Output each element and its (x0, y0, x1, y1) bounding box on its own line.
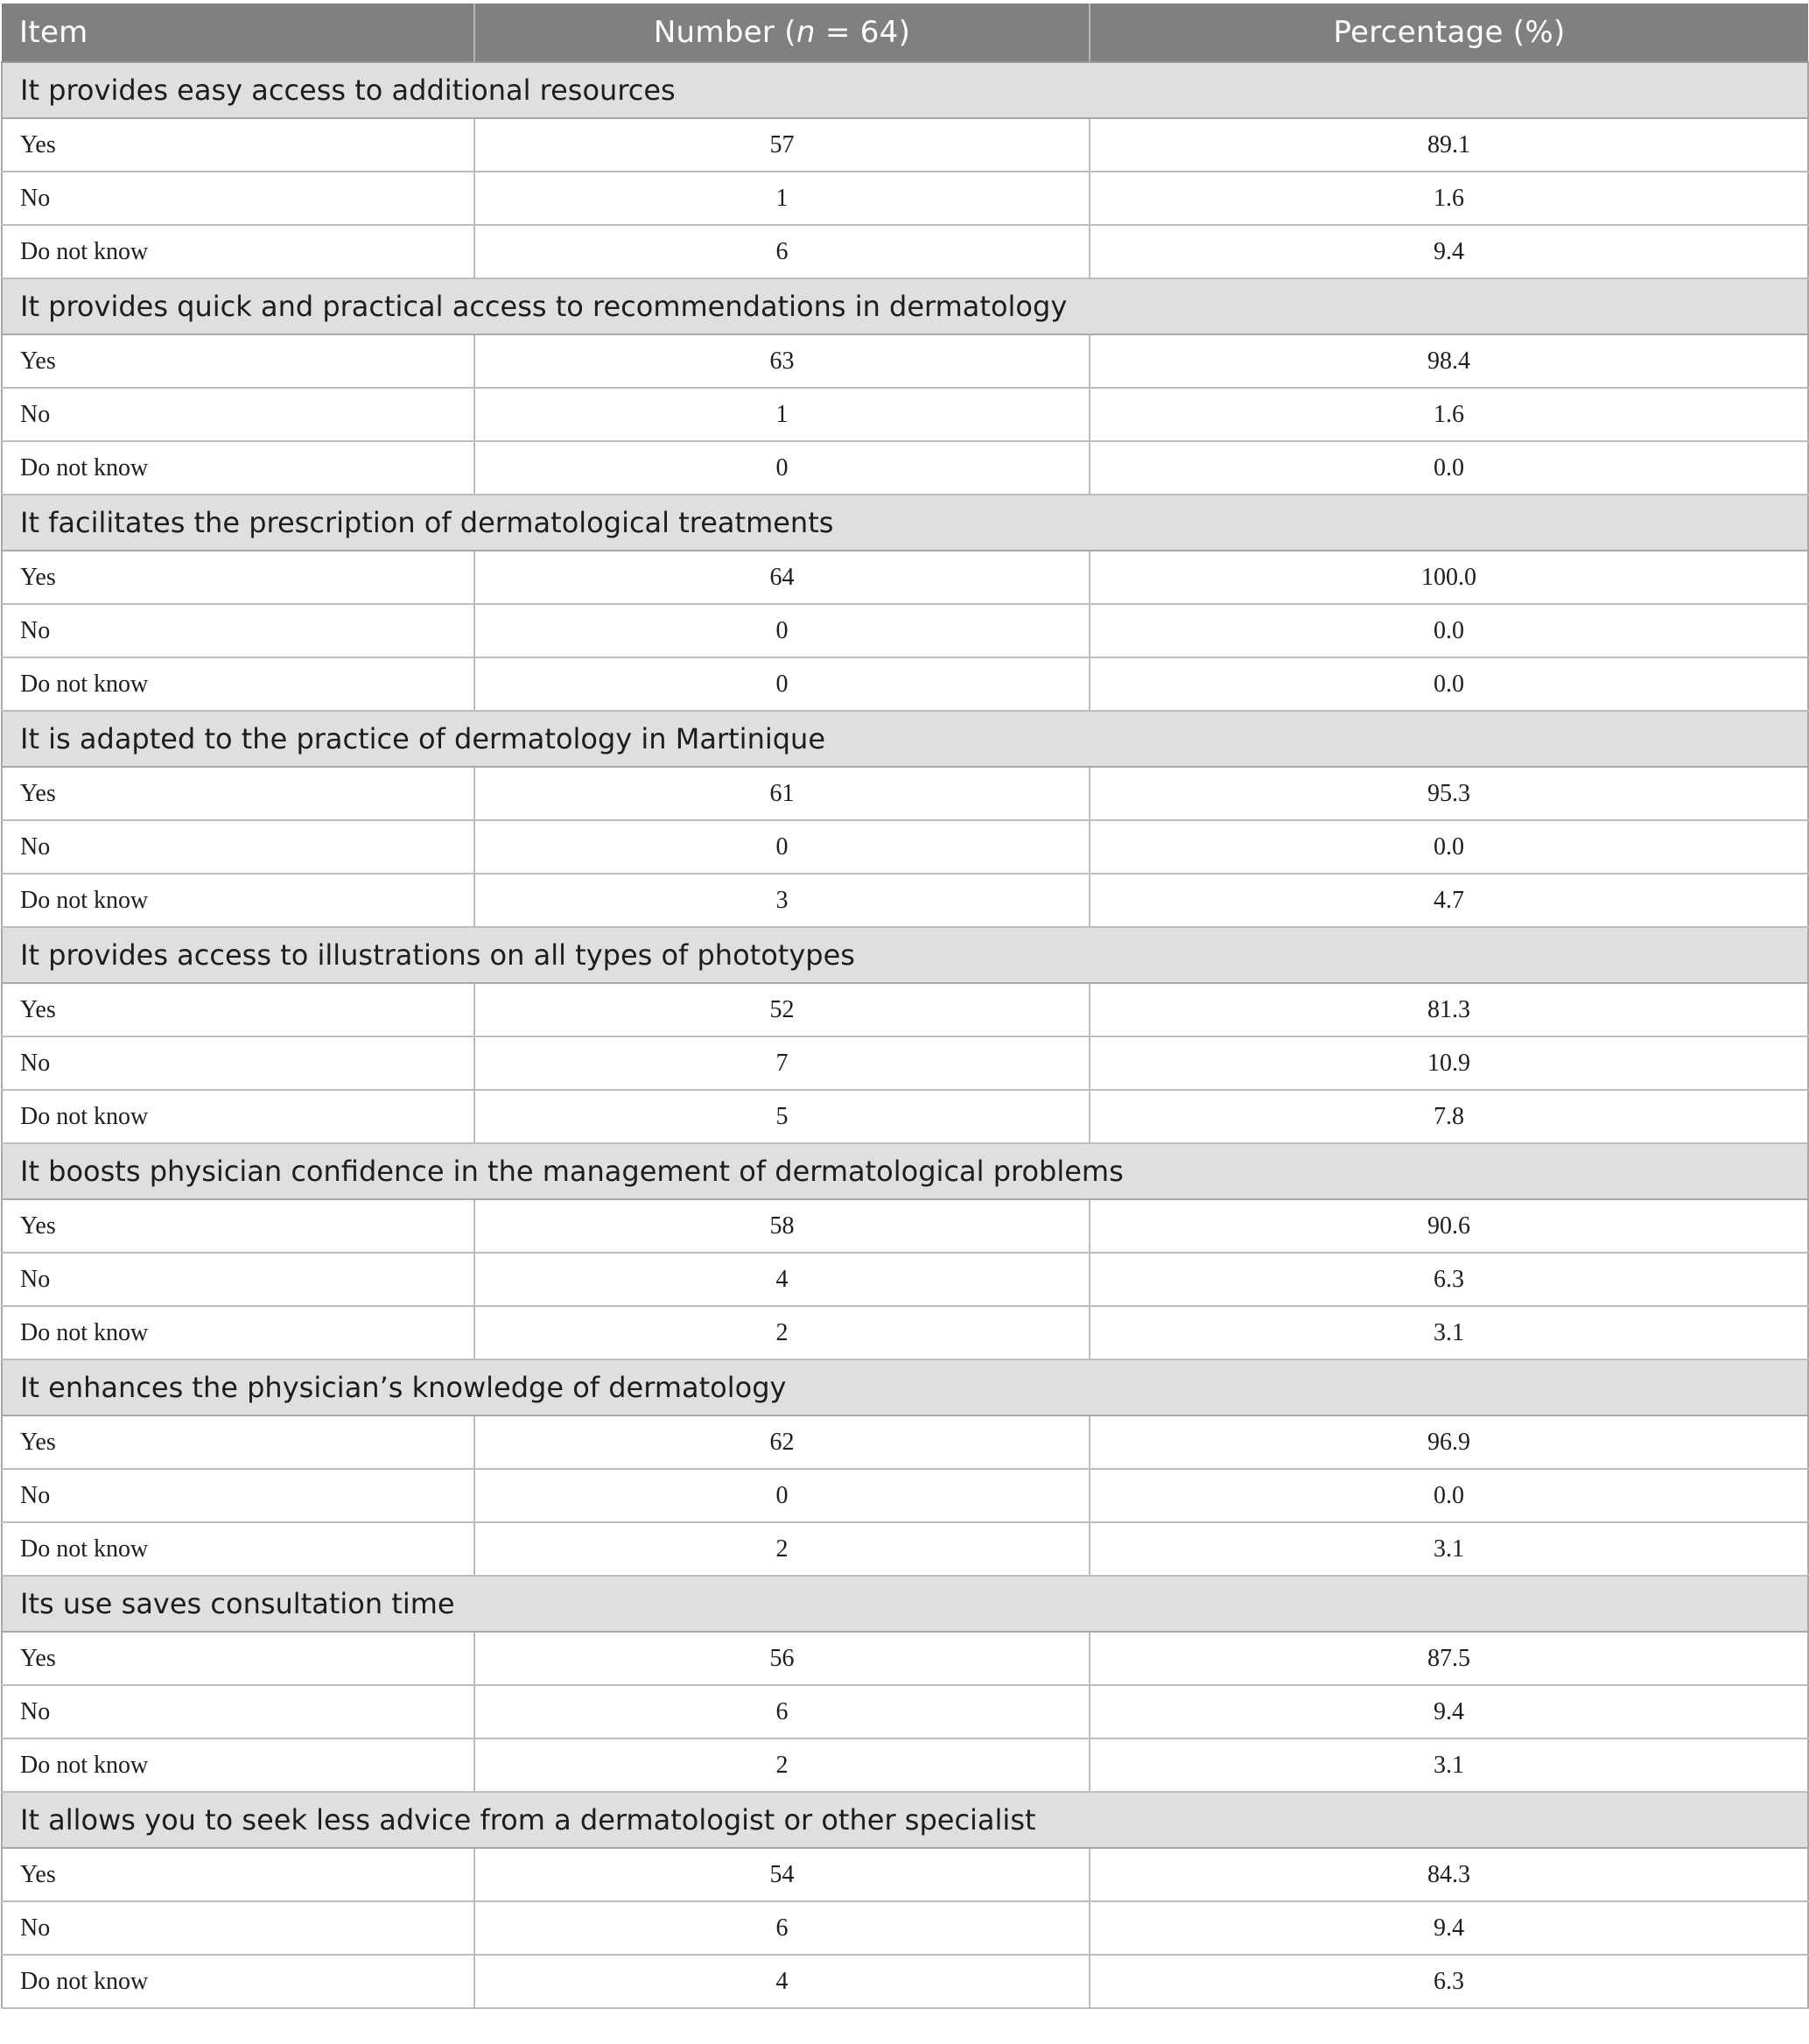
column-header-percentage: Percentage (%) (1090, 4, 1808, 62)
response-label-cell: Do not know (2, 1090, 474, 1143)
table-row (2, 225, 1808, 278)
number-cell: 52 (474, 983, 1090, 1036)
number-cell: 4 (474, 1253, 1090, 1306)
header-row (2, 4, 1808, 62)
percentage-cell: 9.4 (1090, 1685, 1808, 1738)
table-row (2, 1253, 1808, 1306)
number-cell: 2 (474, 1306, 1090, 1359)
survey-results-table (1, 4, 1809, 2009)
percentage-cell: 4.7 (1090, 874, 1808, 927)
response-label-cell: Yes (2, 983, 474, 1036)
section-title: It is adapted to the practice of dermatology in Martinique (2, 711, 1808, 767)
table-row (2, 1632, 1808, 1685)
number-cell: 61 (474, 767, 1090, 820)
table-body (2, 62, 1808, 2008)
response-label-cell: Do not know (2, 1522, 474, 1576)
number-cell: 6 (474, 225, 1090, 278)
table-row (2, 1306, 1808, 1359)
column-header-item: Item (2, 4, 474, 62)
response-label-cell: No (2, 1901, 474, 1955)
percentage-cell: 3.1 (1090, 1738, 1808, 1792)
table-row (2, 172, 1808, 225)
number-cell: 3 (474, 874, 1090, 927)
section-row (2, 278, 1808, 334)
response-label-cell: Yes (2, 551, 474, 604)
percentage-cell: 100.0 (1090, 551, 1808, 604)
number-cell: 7 (474, 1036, 1090, 1090)
percentage-cell: 3.1 (1090, 1306, 1808, 1359)
table-row (2, 1848, 1808, 1901)
number-cell: 6 (474, 1901, 1090, 1955)
number-cell: 0 (474, 1469, 1090, 1522)
number-cell: 5 (474, 1090, 1090, 1143)
percentage-cell: 95.3 (1090, 767, 1808, 820)
number-cell: 0 (474, 441, 1090, 495)
percentage-cell: 6.3 (1090, 1253, 1808, 1306)
response-label-cell: No (2, 820, 474, 874)
number-cell: 0 (474, 604, 1090, 657)
percentage-cell: 81.3 (1090, 983, 1808, 1036)
section-row (2, 1576, 1808, 1632)
column-header-number (474, 4, 1090, 62)
number-cell: 63 (474, 334, 1090, 388)
response-label-cell: No (2, 172, 474, 225)
section-title: It facilitates the prescription of dermatological treatments (2, 495, 1808, 551)
response-label-cell: No (2, 1253, 474, 1306)
percentage-cell: 98.4 (1090, 334, 1808, 388)
table-row (2, 1738, 1808, 1792)
table-row (2, 1036, 1808, 1090)
percentage-cell: 87.5 (1090, 1632, 1808, 1685)
percentage-cell: 1.6 (1090, 388, 1808, 441)
response-label-cell: No (2, 1685, 474, 1738)
response-label-cell: Yes (2, 767, 474, 820)
table-row (2, 1199, 1808, 1253)
percentage-cell: 90.6 (1090, 1199, 1808, 1253)
response-label-cell: Do not know (2, 874, 474, 927)
percentage-cell: 84.3 (1090, 1848, 1808, 1901)
response-label-cell: Do not know (2, 1955, 474, 2008)
number-cell: 62 (474, 1415, 1090, 1469)
table-row (2, 1522, 1808, 1576)
table-row (2, 874, 1808, 927)
percentage-cell: 6.3 (1090, 1955, 1808, 2008)
table-row (2, 1685, 1808, 1738)
number-cell: 1 (474, 172, 1090, 225)
section-row (2, 495, 1808, 551)
table-row (2, 657, 1808, 711)
response-label-cell: Yes (2, 1848, 474, 1901)
response-label-cell: Do not know (2, 1306, 474, 1359)
response-label-cell: No (2, 388, 474, 441)
number-cell: 6 (474, 1685, 1090, 1738)
response-label-cell: Yes (2, 334, 474, 388)
number-cell: 54 (474, 1848, 1090, 1901)
column-header-number-suffix: = 64) (815, 15, 911, 50)
number-cell: 4 (474, 1955, 1090, 2008)
table-row (2, 118, 1808, 172)
response-label-cell: No (2, 1036, 474, 1090)
section-row (2, 1359, 1808, 1415)
response-label-cell: Yes (2, 1632, 474, 1685)
table-row (2, 604, 1808, 657)
response-label-cell: Yes (2, 1415, 474, 1469)
table-row (2, 551, 1808, 604)
number-cell: 0 (474, 657, 1090, 711)
percentage-cell: 96.9 (1090, 1415, 1808, 1469)
section-title: It provides easy access to additional resources (2, 62, 1808, 118)
number-cell: 2 (474, 1522, 1090, 1576)
percentage-cell: 1.6 (1090, 172, 1808, 225)
table-row (2, 983, 1808, 1036)
section-row (2, 1792, 1808, 1848)
section-title: It provides access to illustrations on all types of phototypes (2, 927, 1808, 983)
response-label-cell: Do not know (2, 225, 474, 278)
table-row (2, 388, 1808, 441)
table-row (2, 1090, 1808, 1143)
number-cell: 2 (474, 1738, 1090, 1792)
table-row (2, 767, 1808, 820)
table-row (2, 441, 1808, 495)
table-row (2, 1415, 1808, 1469)
percentage-cell: 0.0 (1090, 604, 1808, 657)
section-row (2, 927, 1808, 983)
response-label-cell: Yes (2, 118, 474, 172)
number-cell: 64 (474, 551, 1090, 604)
number-cell: 56 (474, 1632, 1090, 1685)
table-row (2, 820, 1808, 874)
response-label-cell: Yes (2, 1199, 474, 1253)
response-label-cell: No (2, 604, 474, 657)
percentage-cell: 0.0 (1090, 441, 1808, 495)
table-row (2, 334, 1808, 388)
section-row (2, 1143, 1808, 1199)
percentage-cell: 7.8 (1090, 1090, 1808, 1143)
table-row (2, 1955, 1808, 2008)
section-row (2, 711, 1808, 767)
column-header-number-n: n (796, 15, 816, 50)
percentage-cell: 0.0 (1090, 657, 1808, 711)
number-cell: 57 (474, 118, 1090, 172)
response-label-cell: Do not know (2, 441, 474, 495)
percentage-cell: 9.4 (1090, 225, 1808, 278)
section-title: It provides quick and practical access to recommendations in dermatology (2, 278, 1808, 334)
response-label-cell: Do not know (2, 1738, 474, 1792)
number-cell: 1 (474, 388, 1090, 441)
table-row (2, 1901, 1808, 1955)
number-cell: 0 (474, 820, 1090, 874)
number-cell: 58 (474, 1199, 1090, 1253)
percentage-cell: 3.1 (1090, 1522, 1808, 1576)
table-row (2, 1469, 1808, 1522)
section-title: It allows you to seek less advice from a dermatologist or other specialist (2, 1792, 1808, 1848)
section-title: Its use saves consultation time (2, 1576, 1808, 1632)
column-header-number-prefix: Number ( (653, 15, 796, 50)
percentage-cell: 89.1 (1090, 118, 1808, 172)
percentage-cell: 10.9 (1090, 1036, 1808, 1090)
response-label-cell: Do not know (2, 657, 474, 711)
section-title: It enhances the physician’s knowledge of dermatology (2, 1359, 1808, 1415)
percentage-cell: 0.0 (1090, 1469, 1808, 1522)
section-title: It boosts physician confidence in the management of dermatological problems (2, 1143, 1808, 1199)
percentage-cell: 9.4 (1090, 1901, 1808, 1955)
response-label-cell: No (2, 1469, 474, 1522)
section-row (2, 62, 1808, 118)
percentage-cell: 0.0 (1090, 820, 1808, 874)
